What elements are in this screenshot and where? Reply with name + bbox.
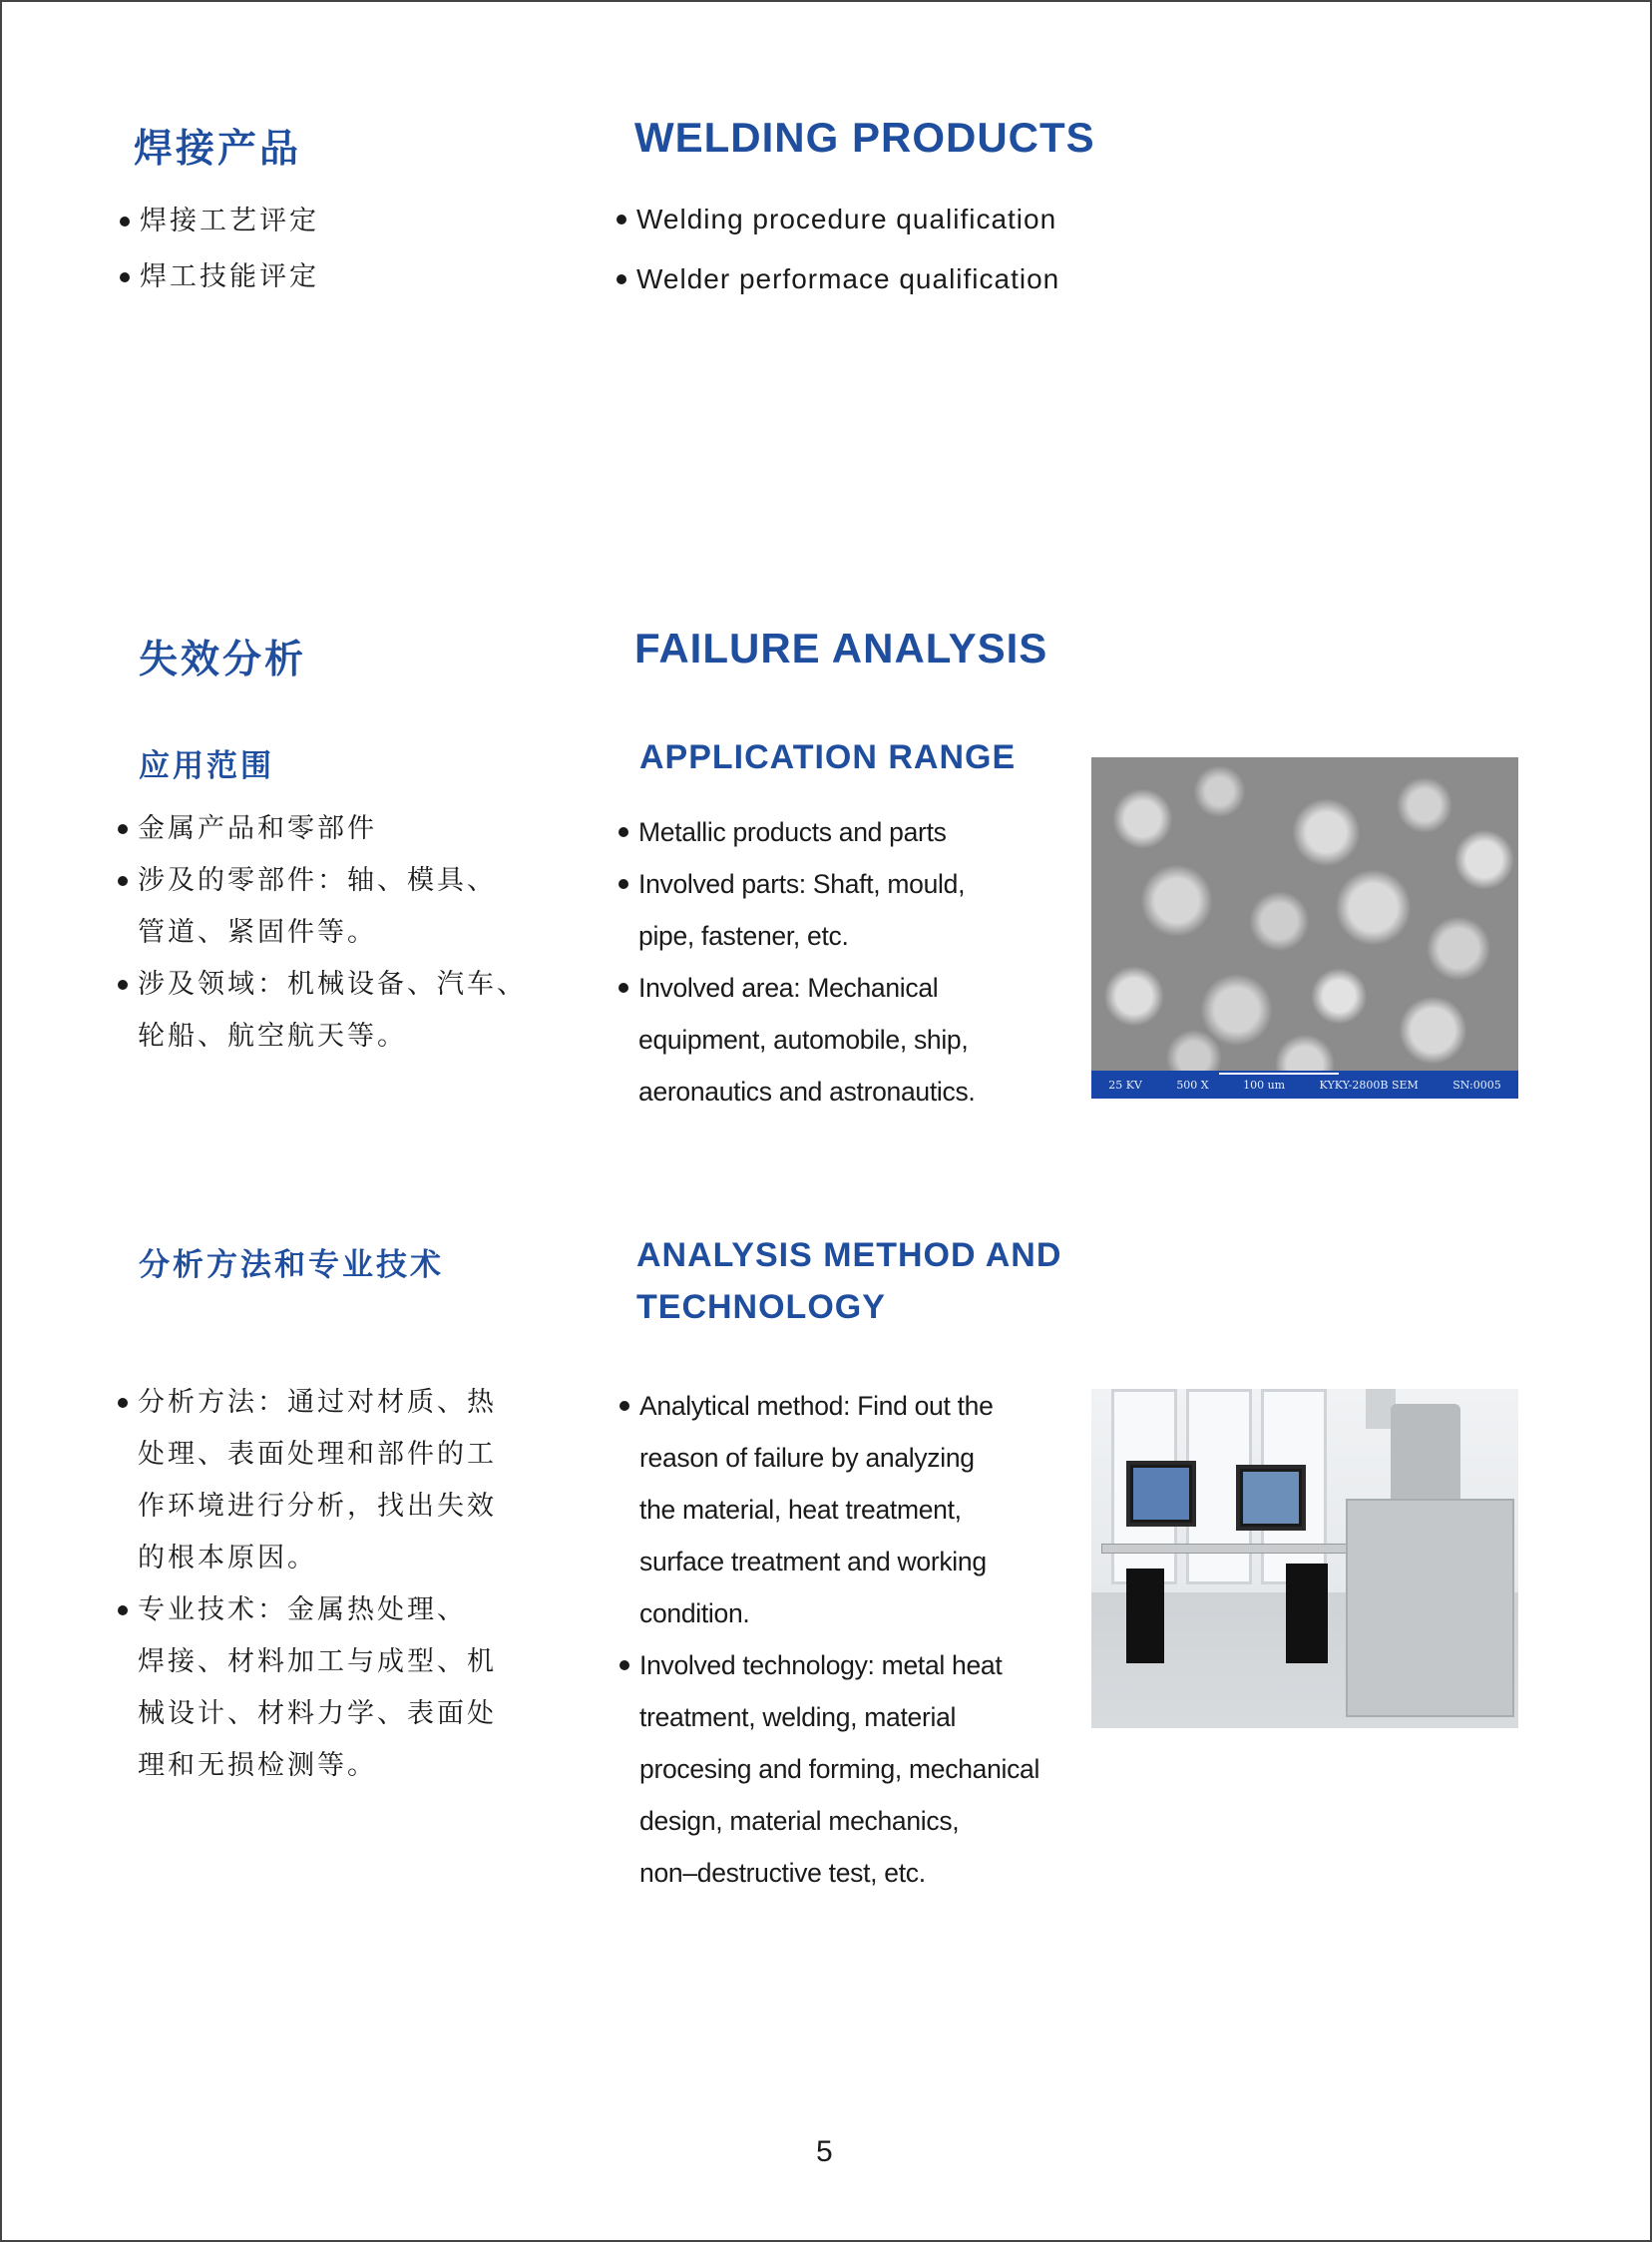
bullet-icon [118,980,128,990]
bullet-icon [619,983,628,993]
bullet-icon [118,1398,128,1408]
list-item: 涉及的零部件：轴、模具、 管道、紧固件等。 [116,855,545,959]
monitor-shape [1126,1461,1196,1527]
sem-kv: 25 KV [1108,1078,1142,1092]
method-heading-zh: 分析方法和专业技术 [139,1247,444,1283]
list-item: Metallic products and parts [617,806,1075,858]
application-heading-zh: 应用范围 [139,748,274,784]
list-item: 金属产品和零部件 [116,803,545,855]
list-item: Welder performace qualification [615,249,1059,309]
method-heading-en: ANALYSIS METHOD AND TECHNOLOGY [636,1236,1062,1326]
application-heading-en: APPLICATION RANGE [639,738,1017,776]
sem-micrograph-image [1091,757,1518,1099]
bullet-icon [118,876,128,886]
welding-list-en [615,190,1059,309]
sem-scale: 100 um [1243,1078,1286,1092]
computer-tower-shape [1126,1569,1164,1663]
sem-serial: SN:0005 [1452,1078,1501,1092]
welding-title-en: WELDING PRODUCTS [634,114,1095,161]
computer-tower-shape [1286,1564,1328,1663]
page-number: 5 [816,2135,833,2168]
sem-caption-bar [1091,1071,1518,1099]
bullet-icon [619,879,628,889]
monitor-shape [1236,1465,1306,1531]
sem-lab-photo [1091,1389,1518,1728]
bullet-icon [118,1605,128,1615]
list-item: 焊工技能评定 [118,249,319,305]
bullet-icon [619,827,628,837]
method-list-en [618,1380,1086,1899]
sem-model: KYKY-2800B SEM [1319,1078,1419,1092]
bullet-icon [620,1660,629,1670]
application-list-en [617,806,1075,1118]
list-item: 焊接工艺评定 [118,194,319,249]
bullet-icon [620,1401,629,1411]
sem-magnification: 500 X [1176,1078,1209,1092]
list-item: Welding procedure qualification [615,190,1059,249]
list-item: Analytical method: Find out the reason of failure by analyzing the material, heat treatment, surface treatment and working condition. [618,1380,1086,1639]
list-item: Involved parts: Shaft, mould, pipe, fastener, etc. [617,858,1075,962]
application-list-zh [116,803,545,1063]
failure-title-en: FAILURE ANALYSIS [634,625,1048,672]
list-item: 涉及领域：机械设备、汽车、 轮船、航空航天等。 [116,959,545,1063]
failure-title-zh: 失效分析 [139,638,307,682]
welding-list-zh [118,194,319,305]
welding-title-zh: 焊接产品 [134,127,302,172]
desk-shape [1101,1544,1353,1554]
list-item: Involved technology: metal heat treatment, welding, material procesing and forming, mechanical design, material mechanics, non–destructive test, etc. [618,1639,1086,1899]
list-item: 分析方法：通过对材质、热 处理、表面处理和部件的工 作环境进行分析，找出失效 的根本原因。 [116,1377,555,1584]
list-item: 专业技术：金属热处理、 焊接、材料加工与成型、机 械设计、材料力学、表面处 理和无损检测等。 [116,1584,555,1792]
electron-column-shape [1391,1404,1460,1504]
list-item: Involved area: Mechanical equipment, automobile, ship, aeronautics and astronautics. [617,962,1075,1118]
bullet-icon [118,824,128,834]
sem-console-shape [1346,1499,1514,1717]
method-list-zh [116,1377,555,1792]
scale-bar [1219,1073,1339,1075]
